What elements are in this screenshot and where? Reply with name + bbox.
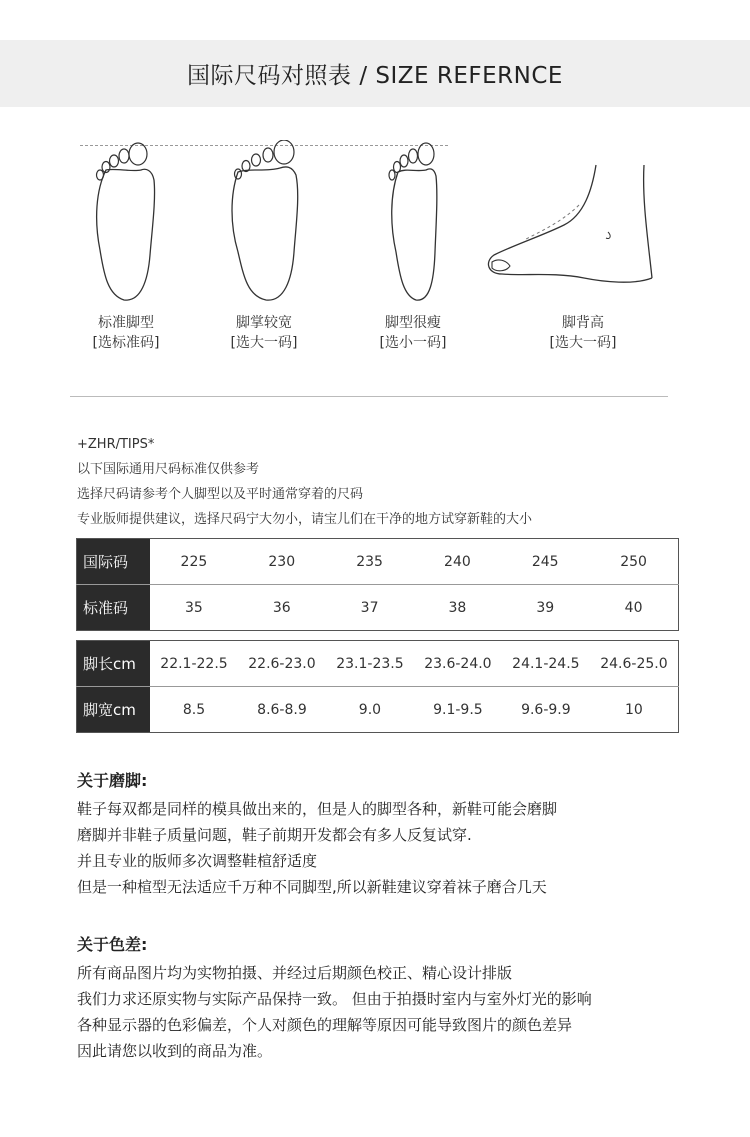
table-cell: 23.6-24.0 [414,641,502,687]
table-cell: 8.6-8.9 [257,701,307,718]
row-label: 标准码 [77,585,151,631]
table-row [77,539,679,585]
foot-caption-thin [363,313,463,353]
section-line: 并且专业的版师多次调整鞋楦舒适度 [77,852,318,870]
table-cell: 235 [326,539,414,585]
table-cell: 37 [360,599,379,616]
size-conversion-table [76,538,679,631]
section-heading: 关于色差: [77,935,148,954]
table-cell: 9.6-9.9 [521,701,571,718]
foot-caption-high-instep [533,313,633,353]
section-heading: 关于磨脚: [77,771,148,790]
foot-advice: [选大一码] [549,335,617,351]
foot-name: 脚掌较宽 [236,315,292,331]
section-line: 磨脚并非鞋子质量问题，鞋子前期开发都会有多人反复试穿. [77,826,472,844]
foot-name: 脚型很瘦 [385,315,441,331]
table-row [77,585,679,631]
standard-foot-icon [86,140,166,305]
section-line: 各种显示器的色彩偏差，个人对颜色的理解等原因可能导致图片的颜色差异 [77,1016,573,1034]
table-cell: 230 [238,539,326,585]
foot-advice: [选大一码] [230,335,298,351]
foot-caption-standard [76,313,176,353]
color-notice-section [77,932,592,1064]
section-line: 但是一种楦型无法适应千万种不同脚型,所以新鞋建议穿着袜子磨合几天 [77,878,547,896]
foot-measurement-table [76,640,679,733]
table-cell: 39 [536,599,555,616]
table-cell: 22.6-23.0 [238,641,326,687]
row-label: 脚宽cm [77,687,151,733]
table-cell: 240 [413,539,501,585]
tips-line: 以下国际通用尺码标准仅供参考 [77,462,260,477]
table-cell: 10 [625,701,643,718]
table-cell: 225 [150,539,238,585]
row-label: 脚长cm [77,641,151,687]
table-cell: 8.5 [182,701,206,718]
foot-name: 脚背高 [562,315,604,331]
table-cell: 24.6-25.0 [590,641,679,687]
section-line: 因此请您以收到的商品为准。 [77,1042,273,1060]
table-cell: 38 [448,599,467,616]
page-title: 国际尺码对照表 / SIZE REFERNCE [187,63,563,89]
table-cell: 22.1-22.5 [150,641,238,687]
table-cell: 23.1-23.5 [326,641,414,687]
row-label: 国际码 [77,539,151,585]
table-cell: 250 [589,539,678,585]
foot-advice: [选标准码] [92,335,160,351]
thin-foot-icon [380,140,450,305]
table-row [77,641,679,687]
tips-line: 专业版师提供建议，选择尺码宁大勿小，请宝儿们在干净的地方试穿新鞋的大小 [77,512,533,527]
table-cell: 24.1-24.5 [502,641,590,687]
tips-heading: +ZHR/TIPS* [77,437,155,452]
table-row [77,687,679,733]
section-line: 我们力求还原实物与实际产品保持一致。 但由于拍摄时室内与室外灯光的影响 [77,990,592,1008]
table-cell: 36 [272,599,291,616]
table-cell: 9.1-9.5 [433,701,483,718]
table-cell: 40 [624,599,643,616]
section-divider [70,396,668,397]
tips-block [77,432,532,532]
tips-line: 选择尺码请参考个人脚型以及平时通常穿着的尺码 [77,487,364,502]
wide-foot-icon [226,140,306,305]
foot-caption-wide [214,313,314,353]
foot-advice: [选小一码] [379,335,447,351]
wear-notice-section [77,768,557,900]
page-header [0,40,750,107]
high-instep-foot-icon [484,160,664,290]
table-cell: 35 [185,599,203,616]
section-line: 所有商品图片均为实物拍摄、并经过后期颜色校正、精心设计排版 [77,964,513,982]
table-cell: 245 [501,539,589,585]
section-line: 鞋子每双都是同样的模具做出来的，但是人的脚型各种，新鞋可能会磨脚 [77,800,558,818]
foot-name: 标准脚型 [98,315,154,331]
table-cell: 9.0 [358,701,382,718]
